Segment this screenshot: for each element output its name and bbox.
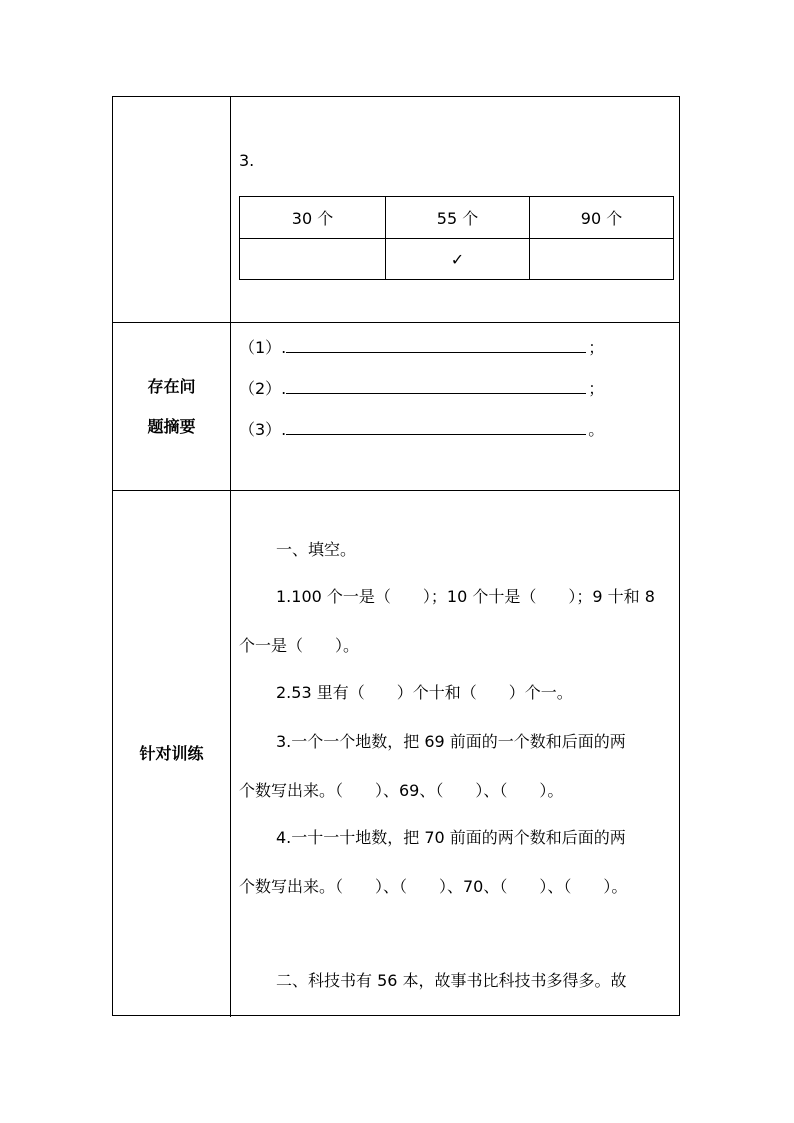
summary-item-2 <box>239 376 604 399</box>
summary-item-end: 。 <box>588 420 605 439</box>
section-heading-fill-blank: 一、填空。 <box>276 540 357 559</box>
summary-item-end: ； <box>588 379 605 398</box>
question-line: 4.一十一十地数，把 70 前面的两个数和后面的两 <box>276 828 626 847</box>
summary-item-end: ； <box>588 338 605 357</box>
section-heading-word-problem: 二、科技书有 56 本，故事书比科技书多得多。故 <box>276 971 627 990</box>
choice-mark-90 <box>530 239 673 279</box>
question-line: 3.一个一个地数，把 69 前面的一个数和后面的两 <box>276 732 626 751</box>
answer-blank-line[interactable] <box>286 379 586 394</box>
choice-mark-30 <box>240 239 385 279</box>
result-row-label <box>113 97 230 322</box>
answer-choice-table <box>239 196 674 280</box>
choice-header-55: 55 个 <box>436 209 479 228</box>
summary-item-prefix: （3）. <box>239 420 287 439</box>
worksheet-table <box>112 96 680 1016</box>
problem-summary-content <box>231 323 679 490</box>
result-row-content <box>231 97 679 322</box>
summary-item-prefix: （1）. <box>239 338 287 357</box>
summary-item-prefix: （2）. <box>239 379 287 398</box>
answer-blank-line[interactable] <box>286 338 586 353</box>
result-row <box>113 97 679 323</box>
answer-blank-line[interactable] <box>286 420 586 435</box>
question-line: 个一是（ ）。 <box>239 636 360 655</box>
question-line: 2.53 里有（ ）个十和（ ）个一。 <box>276 683 573 702</box>
summary-item-3 <box>239 417 604 440</box>
targeted-practice-label: 针对训练 <box>139 744 204 763</box>
targeted-practice-row <box>113 491 679 1017</box>
choice-header-90: 90 个 <box>580 209 623 228</box>
summary-item-1 <box>239 335 604 358</box>
question-line: 1.100 个一是（ ）；10 个十是（ ）；9 十和 8 <box>276 587 655 606</box>
choice-mark-55: ✓ <box>450 249 465 269</box>
problem-summary-row <box>113 323 679 491</box>
question-line: 个数写出来。（ ）、69、（ ）、（ ）。 <box>239 781 564 800</box>
problem-summary-label-line2: 题摘要 <box>147 416 196 436</box>
problem-summary-label <box>113 323 230 490</box>
targeted-practice-content <box>231 491 679 1017</box>
question-number: 3. <box>239 151 255 170</box>
choice-header-30: 30 个 <box>291 209 334 228</box>
question-line: 个数写出来。（ ）、（ ）、70、（ ）、（ ）。 <box>239 877 628 896</box>
problem-summary-label-line1: 存在问 <box>147 376 196 396</box>
